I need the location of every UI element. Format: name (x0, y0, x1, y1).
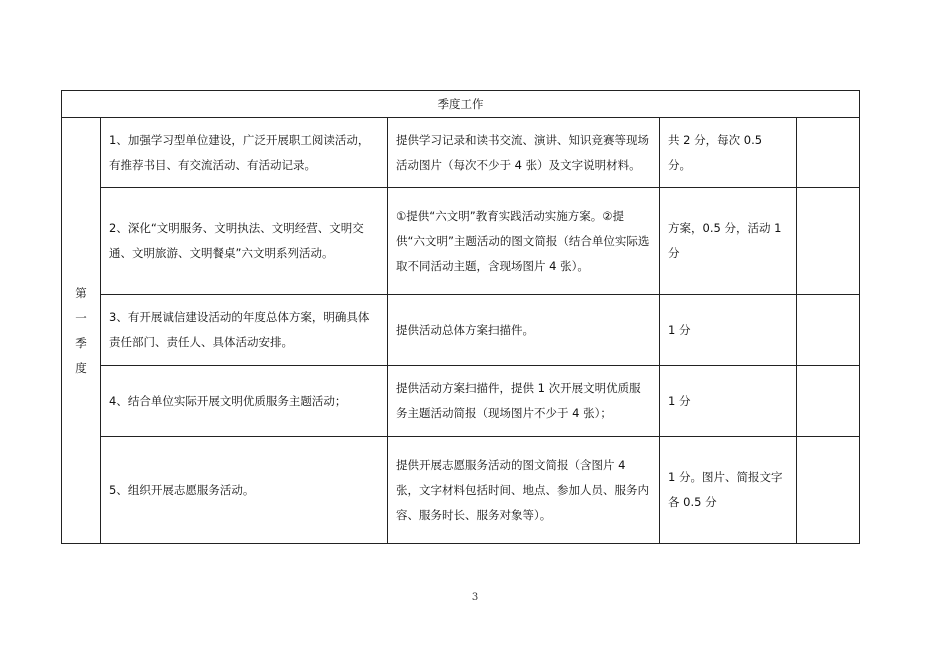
table-row (62, 366, 860, 437)
table-row (62, 118, 860, 188)
score-cell: 1 分。图片、简报文字各 0.5 分 (660, 437, 797, 544)
table-header-row (62, 91, 860, 118)
score-cell: 共 2 分，每次 0.5 分。 (660, 118, 797, 188)
quarter-label-text: 第一 季度 (75, 285, 87, 375)
material-cell: 提供学习记录和读书交流、演讲、知识竞赛等现场活动图片（每次不少于 4 张）及文字说明材料。 (388, 118, 660, 188)
material-cell: 提供开展志愿服务活动的图文简报（含图片 4 张，文字材料包括时间、地点、参加人员、服务内容、服务时长、服务对象等）。 (388, 437, 660, 544)
table-row (62, 437, 860, 544)
score-cell: 方案，0.5 分，活动 1 分 (660, 188, 797, 295)
extra-cell (797, 188, 860, 295)
score-cell: 1 分 (660, 295, 797, 366)
extra-cell (797, 118, 860, 188)
material-cell: 提供活动总体方案扫描件。 (388, 295, 660, 366)
extra-cell (797, 437, 860, 544)
material-cell: 提供活动方案扫描件，提供 1 次开展文明优质服务主题活动简报（现场图片不少于 4 张）； (388, 366, 660, 437)
extra-cell (797, 295, 860, 366)
table-row (62, 295, 860, 366)
task-cell: 3、有开展诚信建设活动的年度总体方案，明确具体责任部门、责任人、具体活动安排。 (101, 295, 388, 366)
page-number: 3 (471, 592, 479, 603)
task-cell: 4、结合单位实际开展文明优质服务主题活动； (101, 366, 388, 437)
table-header: 季度工作 (62, 91, 860, 118)
quarter-label (62, 118, 101, 544)
table-row (62, 188, 860, 295)
task-cell: 5、组织开展志愿服务活动。 (101, 437, 388, 544)
score-cell: 1 分 (660, 366, 797, 437)
extra-cell (797, 366, 860, 437)
quarterly-work-table (61, 90, 860, 544)
material-cell: ①提供“六文明”教育实践活动实施方案。②提供“六文明”主题活动的图文简报（结合单位实际选取不同活动主题，含现场图片 4 张）。 (388, 188, 660, 295)
task-cell: 2、深化“文明服务、文明执法、文明经营、文明交通、文明旅游、文明餐桌”六文明系列活动。 (101, 188, 388, 295)
task-cell: 1、加强学习型单位建设，广泛开展职工阅读活动，有推荐书目、有交流活动、有活动记录。 (101, 118, 388, 188)
